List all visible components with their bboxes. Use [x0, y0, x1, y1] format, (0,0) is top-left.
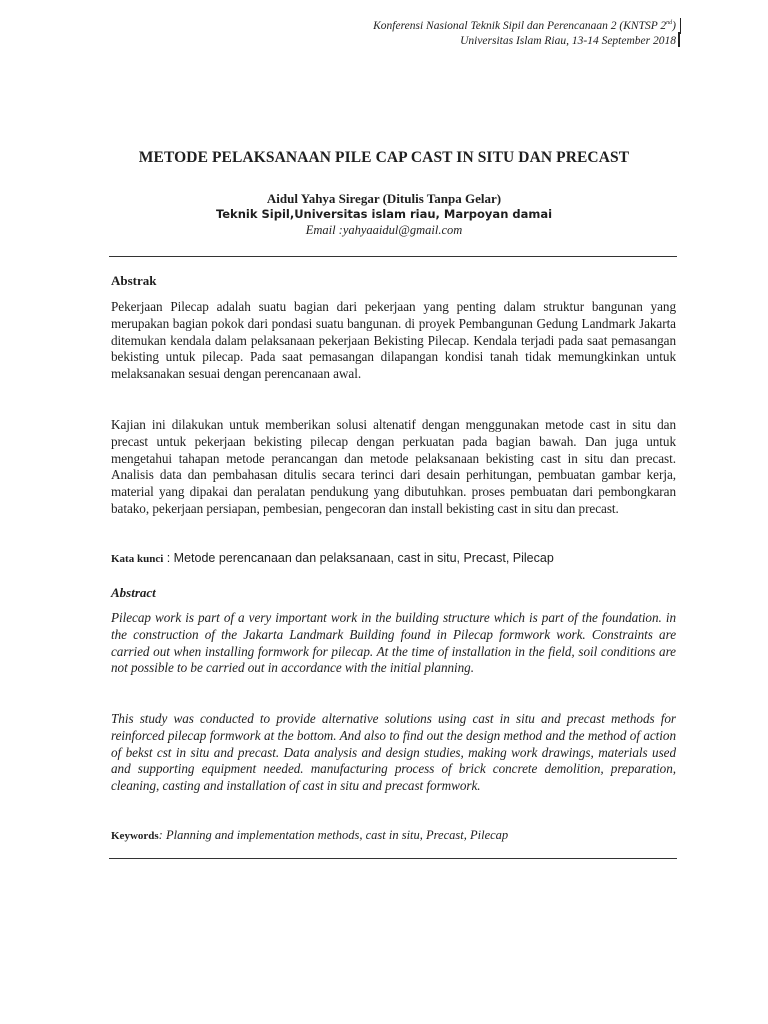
author-affiliation: Teknik Sipil,Universitas islam riau, Marpoyan damai [215, 207, 553, 221]
author-email: Email :yahyaaidul@gmail.com [305, 223, 463, 237]
paper-title: METODE PELAKSANAAN PILE CAP CAST IN SITU DAN PRECAST [138, 149, 630, 166]
abstract-paragraph-2: This study was conducted to provide alternative solutions using cast in situ and precast methods for reinforced pilecap formwork at the bottom. And also to find out the design method and the method of action of bekst cst in situ and precast. Data analysis and design studies, making work drawings, materials used and supporting equipment needed. manufacturing process of brick concrete demolition, preparation, cleaning, casting and installation of cast in situ and precast formwork. [111, 711, 676, 794]
conference-name: Konferensi Nasional Teknik Sipil dan Perencanaan 2 (KNTSP 2nd) [373, 19, 676, 32]
kata-kunci-text: : Metode perencanaan dan pelaksanaan, cast in situ, Precast, Pilecap [163, 551, 554, 565]
header-bar [678, 32, 680, 47]
header-bar [680, 18, 681, 34]
keywords [111, 828, 508, 843]
abstract-paragraph-1: Pilecap work is part of a very important work in the building structure which is part of the foundation. in the construction of the Jakarta Landmark Building found in Pilecap formwork work. Constraints are carried out when installing formwork for pilecap. At the time of installation in the field, soil conditions are not possible to be carried out in accordance with the initial planning. [111, 610, 676, 676]
divider [109, 256, 677, 257]
abstrak-paragraph-2: Kajian ini dilakukan untuk memberikan solusi altenatif dengan menggunakan metode cast in situ dan precast untuk pekerjaan bekisting pilecap dengan perkuatan pada bagian bawah. Dan juga untuk mengetahui tahapan metode perancangan dan metode pelaksanaan bekisting cast in situ dan precast. Analisis data dan pembahasan ditulis secara terinci dari desain perhitungan, pembuatan gambar kerja, material yang dipakai dan peralatan pendukung yang dibutuhkan. proses pembuatan dari pembongkaran batako, pekerjaan persiapan, pembesian, pengecoran dan install bekisting cast in situ dan precast. [111, 417, 676, 516]
keywords-label: Keywords [111, 830, 159, 842]
abstrak-heading: Abstrak [111, 273, 157, 288]
kata-kunci [111, 551, 554, 566]
kata-kunci-label: Kata kunci [111, 553, 164, 565]
running-header [373, 16, 676, 49]
keywords-text: : Planning and implementation methods, cast in situ, Precast, Pilecap [158, 828, 509, 842]
abstrak-paragraph-1: Pekerjaan Pilecap adalah suatu bagian dari pekerjaan yang penting dalam struktur bangunan yang merupakan bagian pokok dari pondasi suatu bangunan. di proyek Pembangunan Gedung Landmark Jakarta ditemukan kendala dalam pelaksanaan pekerjaan Bekisting Pilecap. Kendala terjadi pada saat pemasangan bekisting untuk pilecap. Pada saat pemasangan dilapangan kondisi tanah tidak memungkinkan untuk melaksanakan sesuai dengan perencanaan awal. [111, 299, 676, 382]
conference-location: Universitas Islam Riau, 13-14 September 2018 [460, 34, 676, 47]
abstract-heading: Abstract [111, 585, 156, 600]
author-name: Aidul Yahya Siregar (Ditulis Tanpa Gelar) [266, 191, 502, 206]
divider [109, 858, 677, 859]
